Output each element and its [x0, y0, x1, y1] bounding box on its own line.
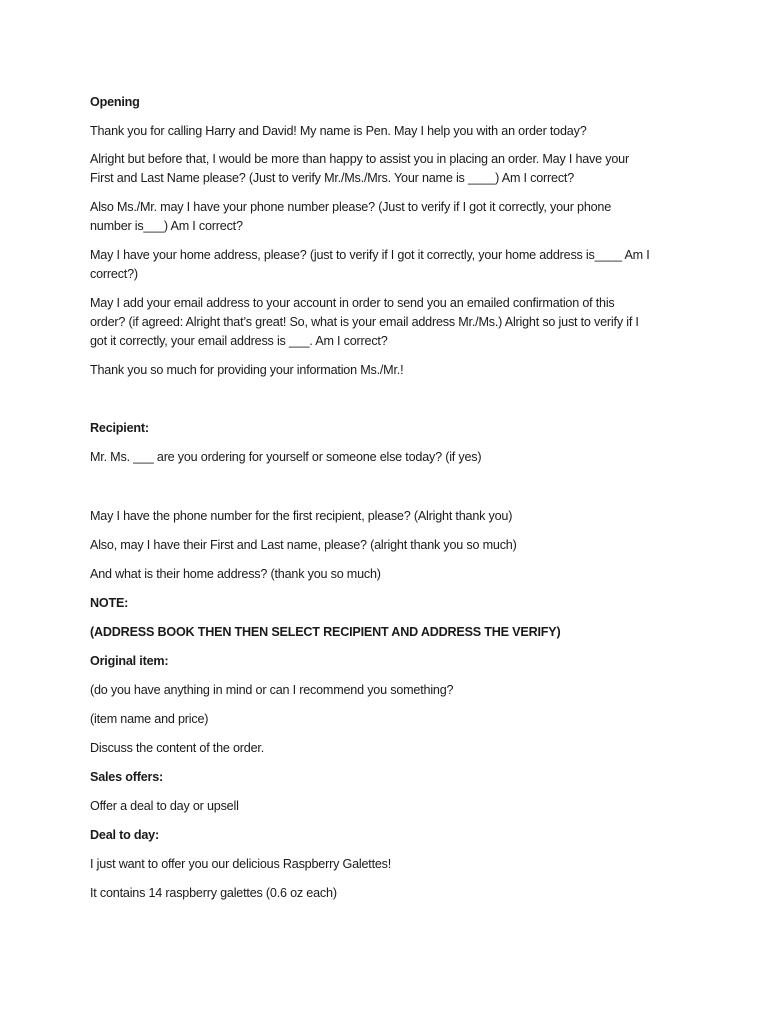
text-line-phone-verify: number is___) Am I correct?: [90, 219, 243, 233]
text-line-recipient-address: And what is their home address? (thank you so much): [90, 567, 381, 581]
heading-sales-offers: Sales offers:: [90, 770, 163, 784]
text-line-thank-you: Thank you so much for providing your information Ms./Mr.!: [90, 363, 404, 377]
text-line-email-request: May I add your email address to your account in order to send you an emailed confirmation of this: [90, 296, 615, 310]
heading-opening: Opening: [90, 95, 140, 109]
text-line-note-detail: (ADDRESS BOOK THEN THEN SELECT RECIPIENT AND ADDRESS THE VERIFY): [90, 625, 561, 639]
text-line-ordering-for: Mr. Ms. ___ are you ordering for yourself or someone else today? (if yes): [90, 450, 482, 464]
text-line-recipient-phone: May I have the phone number for the first recipient, please? (Alright thank you): [90, 509, 513, 523]
text-line-recipient-name: Also, may I have their First and Last name, please? (alright thank you so much): [90, 538, 517, 552]
text-line-greeting: Thank you for calling Harry and David! My name is Pen. May I help you with an order today?: [90, 124, 587, 138]
heading-note: NOTE:: [90, 596, 129, 610]
heading-deal-to-day: Deal to day:: [90, 828, 159, 842]
text-line-galettes-contents: It contains 14 raspberry galettes (0.6 oz each): [90, 886, 337, 900]
text-line-recommend: (do you have anything in mind or can I recommend you something?: [90, 683, 454, 697]
text-line-address-verify: correct?): [90, 267, 138, 281]
text-line-address-request: May I have your home address, please? (just to verify if I got it correctly, your home address is____ Am I: [90, 248, 650, 262]
text-line-email-verify: got it correctly, your email address is ___. Am I correct?: [90, 334, 388, 348]
text-line-galettes-offer: I just want to offer you our delicious Raspberry Galettes!: [90, 857, 392, 871]
text-line-discuss-order: Discuss the content of the order.: [90, 741, 265, 755]
text-line-name-verify: First and Last Name please? (Just to verify Mr./Ms./Mrs. Your name is ____) Am I correct?: [90, 171, 575, 185]
text-line-phone-request: Also Ms./Mr. may I have your phone number please? (Just to verify if I got it correctly, your phone: [90, 200, 612, 214]
text-line-offer-deal: Offer a deal to day or upsell: [90, 799, 239, 813]
heading-recipient: Recipient:: [90, 421, 149, 435]
text-line-name-request: Alright but before that, I would be more than happy to assist you in placing an order. May I have your: [90, 152, 629, 166]
text-line-email-agreed: order? (if agreed: Alright that’s great! So, what is your email address Mr./Ms.) Alright so just to verify if I: [90, 315, 639, 329]
heading-original-item: Original item:: [90, 654, 169, 668]
text-line-item-name-price: (item name and price): [90, 712, 209, 726]
